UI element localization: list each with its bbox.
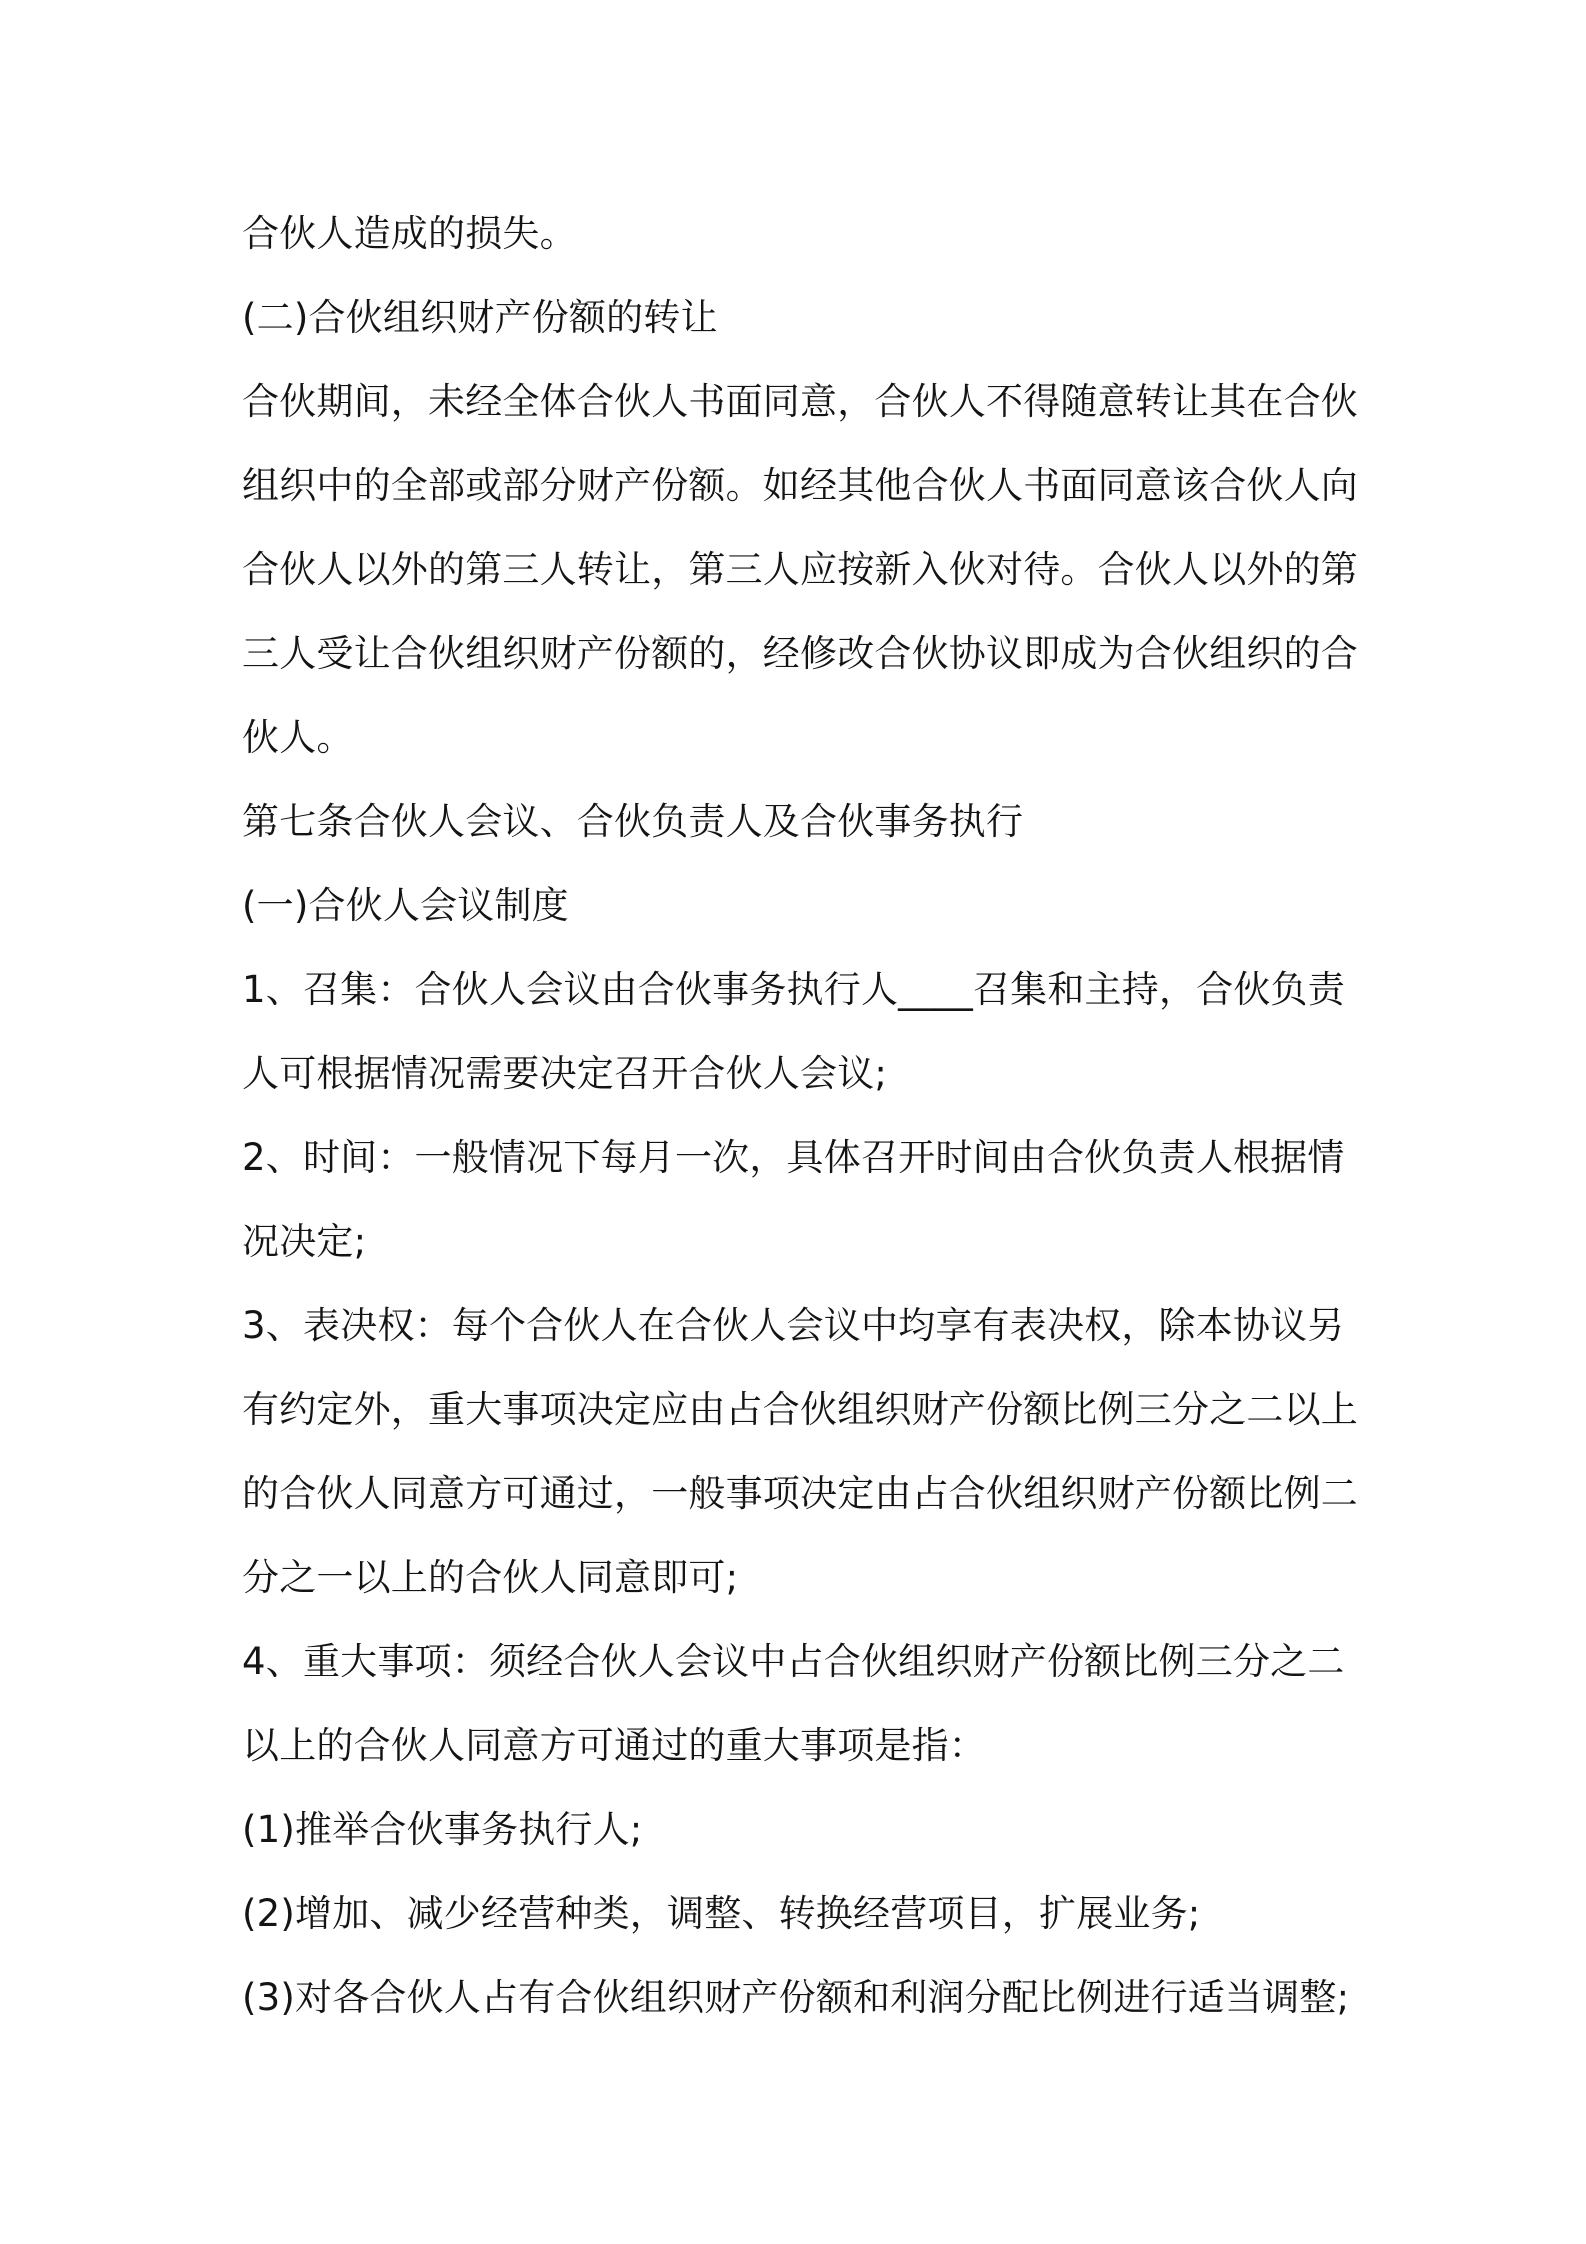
text-line: 伙人。 bbox=[242, 716, 354, 759]
text-line: 三人受让合伙组织财产份额的，经修改合伙协议即成为合伙组织的合 bbox=[242, 632, 1358, 675]
text-line: 2、时间：一般情况下每月一次，具体召开时间由合伙负责人根据情 bbox=[242, 1136, 1345, 1179]
text-line: 的合伙人同意方可通过，一般事项决定由占合伙组织财产份额比例二 bbox=[242, 1472, 1358, 1515]
text-line: 有约定外，重大事项决定应由占合伙组织财产份额比例三分之二以上 bbox=[242, 1388, 1358, 1431]
text-line: 3、表决权：每个合伙人在合伙人会议中均享有表决权，除本协议另 bbox=[242, 1304, 1345, 1347]
text-line: 以上的合伙人同意方可通过的重大事项是指： bbox=[242, 1724, 986, 1767]
text-line: 1、召集：合伙人会议由合伙事务执行人____召集和主持，合伙负责 bbox=[242, 968, 1345, 1011]
document-body bbox=[242, 192, 1362, 2040]
text-line: 组织中的全部或部分财产份额。如经其他合伙人书面同意该合伙人向 bbox=[242, 464, 1358, 507]
list-item: (2)增加、减少经营种类，调整、转换经营项目，扩展业务; bbox=[242, 1892, 1201, 1935]
text-line: 合伙人造成的损失。 bbox=[242, 212, 577, 255]
list-item: (3)对各合伙人占有合伙组织财产份额和利润分配比例进行适当调整; bbox=[242, 1976, 1350, 2019]
text-line: 合伙人以外的第三人转让，第三人应按新入伙对待。合伙人以外的第 bbox=[242, 548, 1358, 591]
text-line: 分之一以上的合伙人同意即可; bbox=[242, 1556, 739, 1599]
text-line: 4、重大事项：须经合伙人会议中占合伙组织财产份额比例三分之二 bbox=[242, 1640, 1345, 1683]
text-line: 况决定; bbox=[242, 1220, 367, 1263]
section-heading: (一)合伙人会议制度 bbox=[242, 884, 569, 927]
article-heading: 第七条合伙人会议、合伙负责人及合伙事务执行 bbox=[242, 800, 1024, 843]
text-line: 人可根据情况需要决定召开合伙人会议; bbox=[242, 1052, 888, 1095]
text-line: 合伙期间，未经全体合伙人书面同意，合伙人不得随意转让其在合伙 bbox=[242, 380, 1358, 423]
section-heading: (二)合伙组织财产份额的转让 bbox=[242, 296, 718, 339]
list-item: (1)推举合伙事务执行人; bbox=[242, 1808, 643, 1851]
